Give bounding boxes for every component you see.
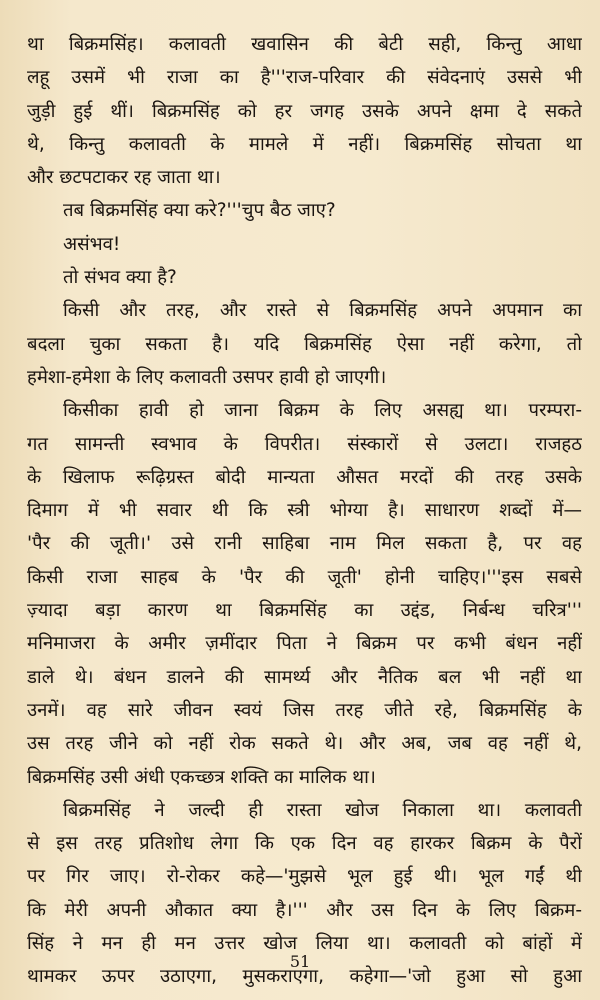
text-line: के खिलाफ रूढ़िग्रस्त बोदी मान्यता औसत मरदों की तरह उसके (27, 466, 582, 488)
text-line: था बिक्रमसिंह। कलावती खवासिन की बेटी सही, किन्तु आधा (27, 34, 582, 55)
text-line: किसीका हावी हो जाना बिक्रम के लिए असह्य था। परम्परा- (63, 400, 582, 422)
text-line: 'पैर की जूती।' उसे रानी साहिबा नाम मिल सकता है, पर वह (27, 533, 582, 555)
text-line: कि मेरी अपनी औकात क्या है।''' और उस दिन के लिए बिक्रम- (27, 899, 582, 921)
text-line: पर गिर जाए। रो-रोकर कहे—'मुझसे भूल हुई थी। भूल गईं थी (27, 866, 582, 888)
text-line: बदला चुका सकता है। यदि बिक्रमसिंह ऐसा नहीं करेगा, तो (27, 333, 582, 355)
text-line: उनमें। वह सारे जीवन स्वयं जिस तरह जीते रहे, बिक्रमसिंह के (27, 699, 582, 721)
text-line: किसी राजा साहब के 'पैर की जूती' होनी चाहिए।'''इस सबसे (27, 566, 582, 588)
text-line: असंभव! (63, 233, 121, 255)
text-line: बिक्रमसिंह ने जल्दी ही रास्ता खोज निकाला था। कलावती (63, 799, 582, 821)
text-line: डाले थे। बंधन डालने की सामर्थ्य और नैतिक बल भी नहीं था (27, 666, 582, 688)
text-line: लहू उसमें भी राजा का है'''राज-परिवार की संवेदनाएं उससे भी (27, 67, 582, 89)
text-line: और छटपटाकर रह जाता था। (27, 167, 221, 189)
body-text (27, 28, 582, 994)
text-line: जुड़ी हुई थीं। बिक्रमसिंह को हर जगह उसके अपने क्षमा दे सकते (27, 100, 582, 122)
text-line: तो संभव क्या है? (63, 267, 177, 289)
text-line: मनिमाजरा के अमीर ज़मींदार पिता ने बिक्रम पर कभी बंधन नहीं (27, 633, 582, 655)
text-line: हमेशा-हमेशा के लिए कलावती उसपर हावी हो जाएगी। (27, 366, 387, 388)
text-line: थे, किन्तु कलावती के मामले में नहीं। बिक्रमसिंह सोचता था (27, 133, 582, 155)
text-line: सिंह ने मन ही मन उत्तर खोज लिया था। कलावती को बांहों में (27, 933, 582, 955)
text-line: बिक्रमसिंह उसी अंधी एकच्छत्र शक्ति का मालिक था। (27, 766, 376, 788)
page-number: 51 (289, 952, 311, 971)
text-line: तब बिक्रमसिंह क्या करे?'''चुप बैठ जाए? (63, 200, 336, 222)
text-line: किसी और तरह, और रास्ते से बिक्रमसिंह अपने अपमान का (63, 300, 582, 322)
text-line: गत सामन्ती स्वभाव के विपरीत। संस्कारों से उलटा। राजहठ (27, 433, 582, 455)
text-line: ज़्यादा बड़ा कारण था बिक्रमसिंह का उद्दंड, निर्बन्ध चरित्र''' (27, 600, 582, 622)
text-line: उस तरह जीने को नहीं रोक सकते थे। और अब, जब वह नहीं थे, (27, 733, 582, 755)
text-line: थामकर ऊपर उठाएगा, मुसकराएगा, कहेगा—'जो हुआ सो हुआ (27, 966, 582, 988)
text-line: दिमाग में भी सवार थी कि स्त्री भोग्या है। साधारण शब्दों में— (27, 500, 582, 522)
text-line: से इस तरह प्रतिशोध लेगा कि एक दिन वह हारकर बिक्रम के पैरों (27, 833, 582, 855)
